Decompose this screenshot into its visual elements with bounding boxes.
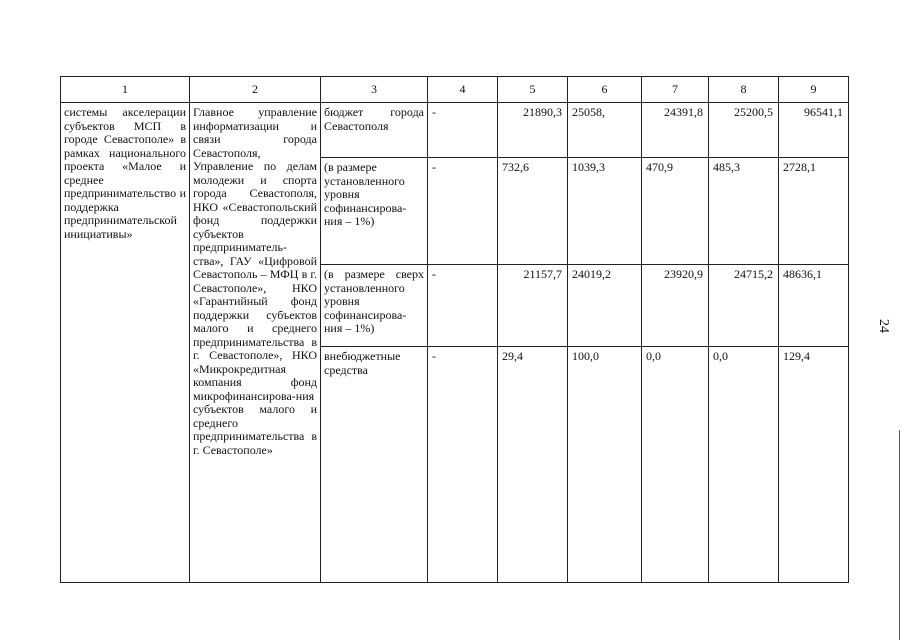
budget-table bbox=[60, 76, 849, 583]
header-row bbox=[61, 77, 849, 103]
header-cell-1: 1 bbox=[61, 77, 190, 103]
value-cell-col5: 29,4 bbox=[498, 347, 568, 583]
value-cell-col7: 0,0 bbox=[642, 347, 709, 583]
value-cell-col6: 24019,2 bbox=[568, 265, 642, 347]
value-cell-col9: 48636,1 bbox=[779, 265, 849, 347]
funding-source-cell: (в размере установленного уровня софинансирова-ния – 1%) bbox=[321, 158, 428, 265]
value-cell-col6: 1039,3 bbox=[568, 158, 642, 265]
value-cell-col8: 25200,5 bbox=[709, 103, 779, 158]
value-cell-col8: 24715,2 bbox=[709, 265, 779, 347]
table-row bbox=[61, 103, 849, 158]
value-cell-col5: 21890,3 bbox=[498, 103, 568, 158]
value-cell-col4: - bbox=[428, 265, 498, 347]
value-cell-col5: 732,6 bbox=[498, 158, 568, 265]
header-cell-9: 9 bbox=[779, 77, 849, 103]
value-cell-col4: - bbox=[428, 103, 498, 158]
value-cell-col4: - bbox=[428, 158, 498, 265]
value-cell-col8: 0,0 bbox=[709, 347, 779, 583]
funding-source-cell: бюджет города Севастополя bbox=[321, 103, 428, 158]
executors-cell: Главное управление информатизации и связи города Севастополя, Управление по делам молодежи и спорта города Севастополя, НКО «Севастопольский фонд поддержки субъектов предприниматель-ства», ГАУ «Цифровой Севастополь – МФЦ в г. Севастополе», НКО «Гарантийный фонд поддержки субъектов малого и среднего предпринимательства в г. Севастополе», НКО «Микрокредитная компания фонд микрофинансирова-ния субъектов малого и среднего предпринимательства в г. Севастополе» bbox=[190, 103, 321, 583]
value-cell-col9: 129,4 bbox=[779, 347, 849, 583]
value-cell-col7: 24391,8 bbox=[642, 103, 709, 158]
header-cell-3: 3 bbox=[321, 77, 428, 103]
value-cell-col7: 23920,9 bbox=[642, 265, 709, 347]
scan-edge-line bbox=[899, 430, 900, 640]
value-cell-col9: 2728,1 bbox=[779, 158, 849, 265]
page-number: 24 bbox=[876, 319, 891, 333]
value-cell-col6: 100,0 bbox=[568, 347, 642, 583]
header-cell-6: 6 bbox=[568, 77, 642, 103]
funding-source-cell: (в размере сверх установленного уровня софинансирова-ния – 1%) bbox=[321, 265, 428, 347]
program-name-cell: системы акселерации субъектов МСП в городе Севастополе» в рамках национального проекта «Малое и среднее предпринимательство и поддержка предпринимательской инициативы» bbox=[61, 103, 190, 583]
value-cell-col5: 21157,7 bbox=[498, 265, 568, 347]
value-cell-col7: 470,9 bbox=[642, 158, 709, 265]
header-cell-2: 2 bbox=[190, 77, 321, 103]
value-cell-col8: 485,3 bbox=[709, 158, 779, 265]
header-cell-5: 5 bbox=[498, 77, 568, 103]
header-cell-4: 4 bbox=[428, 77, 498, 103]
value-cell-col4: - bbox=[428, 347, 498, 583]
funding-source-cell: внебюджетные средства bbox=[321, 347, 428, 583]
header-cell-7: 7 bbox=[642, 77, 709, 103]
value-cell-col6: 25058, bbox=[568, 103, 642, 158]
value-cell-col9: 96541,1 bbox=[779, 103, 849, 158]
header-cell-8: 8 bbox=[709, 77, 779, 103]
